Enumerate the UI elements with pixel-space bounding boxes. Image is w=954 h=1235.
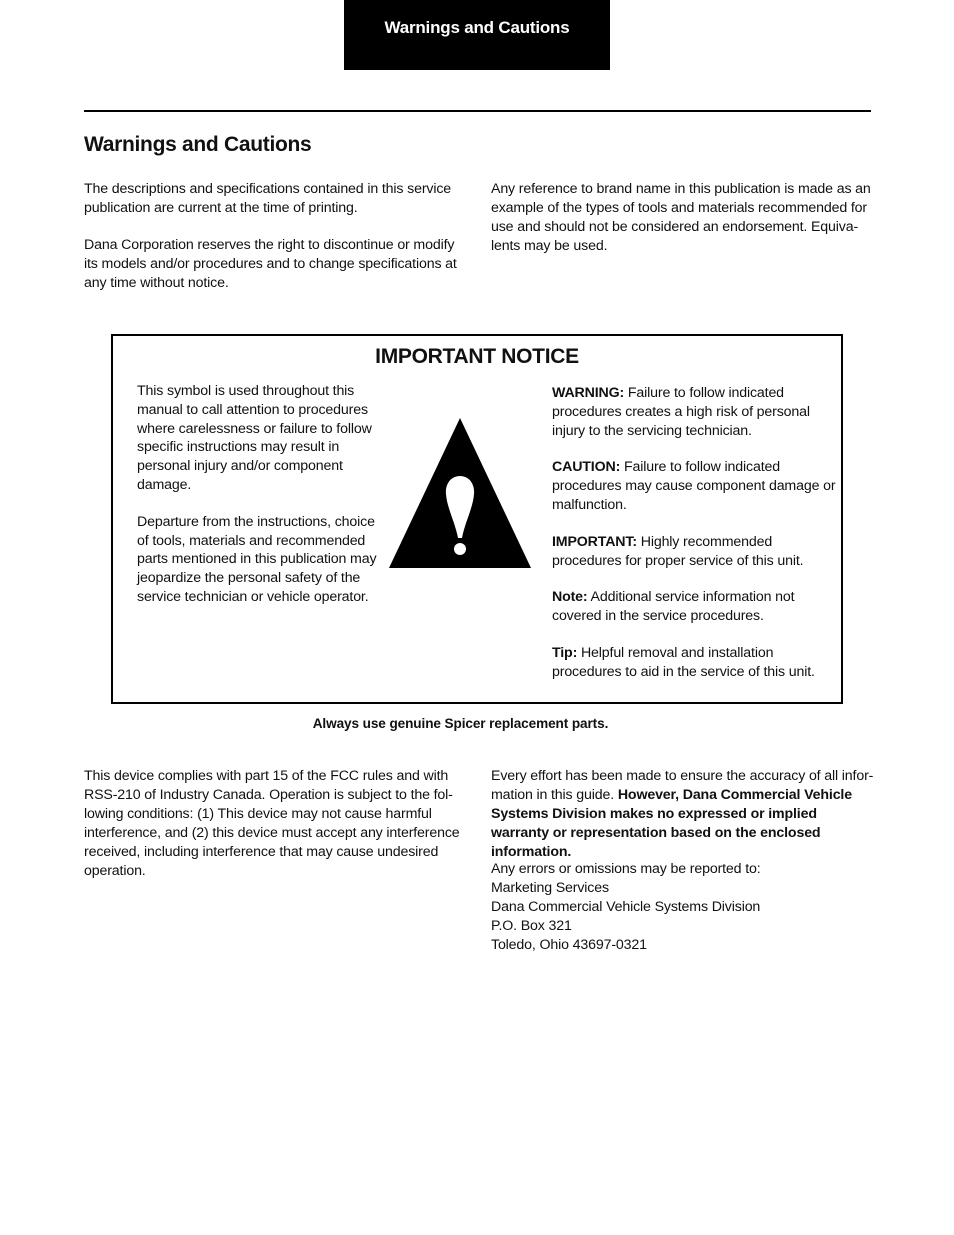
warning-triangle-exclamation-icon [389, 418, 531, 568]
notice-text-note: Additional service information not covered in the service procedures. [552, 589, 795, 625]
notice-term-warning: WARNING: [552, 385, 625, 401]
intro-paragraph-1: The descriptions and specifications contained in this service publication are current at the time of printing. [84, 181, 452, 216]
notice-item-warning [552, 384, 837, 440]
notice-item-important [552, 533, 837, 571]
accuracy-lead: Every effort has been made to ensure the accuracy of all infor-mation in this guide. [491, 768, 874, 803]
notice-text-caution: Failure to follow indicated procedures may cause component damage or malfunction. [552, 459, 836, 513]
notice-term-important: IMPORTANT: [552, 533, 637, 550]
notice-title: IMPORTANT NOTICE [375, 345, 579, 368]
notice-text-warning: Failure to follow indicated procedures creates a high risk of personal injury to the servicing technician. [552, 385, 810, 439]
important-notice-box [111, 334, 843, 704]
warranty-disclaimer: However, Dana Commercial Vehicle Systems Division makes no expressed or implied warranty or representation based on the enclosed information. [491, 787, 852, 860]
address-line: Toledo, Ohio 43697-0321 [491, 937, 647, 953]
address-line: P.O. Box 321 [491, 918, 572, 934]
notice-term-caution: CAUTION: [552, 459, 621, 476]
section-tab-label: Warnings and Cautions [384, 18, 570, 37]
address-line: Dana Commercial Vehicle Systems Division [491, 899, 761, 915]
contact-block [491, 860, 875, 955]
header-rule [84, 110, 871, 112]
notice-right-column [552, 384, 837, 700]
notice-term-tip: Tip: [552, 644, 578, 661]
intro-paragraph-2: Dana Corporation reserves the right to discontinue or modify its models and/or procedures and to change specifications at any time without notice. [84, 237, 457, 291]
section-tab [344, 0, 610, 70]
genuine-parts-caption: Always use genuine Spicer replacement parts. [312, 716, 609, 731]
notice-term-note: Note: [552, 589, 588, 606]
notice-text-tip: Helpful removal and installation procedures to aid in the service of this unit. [552, 644, 815, 680]
notice-item-caution [552, 458, 837, 514]
notice-item-note [552, 588, 837, 626]
report-intro: Any errors or omissions may be reported to: [491, 861, 761, 877]
departure-warning: Departure from the instructions, choice of tools, materials and recommended parts mentioned in this publication may jeopardize the personal safety of the service technician or vehicle operator. [137, 513, 377, 605]
page-title: Warnings and Cautions [84, 133, 312, 156]
address-line: Marketing Services [491, 880, 609, 896]
notice-item-tip [552, 644, 837, 682]
accuracy-paragraph [491, 767, 875, 862]
brand-reference-paragraph: Any reference to brand name in this publication is made as an example of the types of tools and materials recommended for use and should not be considered an endorsement. Equiva-lents may be used. [491, 181, 871, 254]
notice-text-important: Highly recommended procedures for proper service of this unit. [552, 533, 804, 569]
fcc-compliance-paragraph: This device complies with part 15 of the FCC rules and with RSS-210 of Industry Canada. Operation is subject to the fol-lowing conditions: (1) This device may not cause harmful interference, and (2) this device must accept any interference received, including interference that may cause undesired operation. [84, 768, 460, 879]
symbol-explanation: This symbol is used throughout this manual to call attention to procedures where carelessness or failure to follow specific instructions may result in personal injury and/or component damage. [137, 383, 372, 493]
notice-left-column [137, 382, 389, 625]
